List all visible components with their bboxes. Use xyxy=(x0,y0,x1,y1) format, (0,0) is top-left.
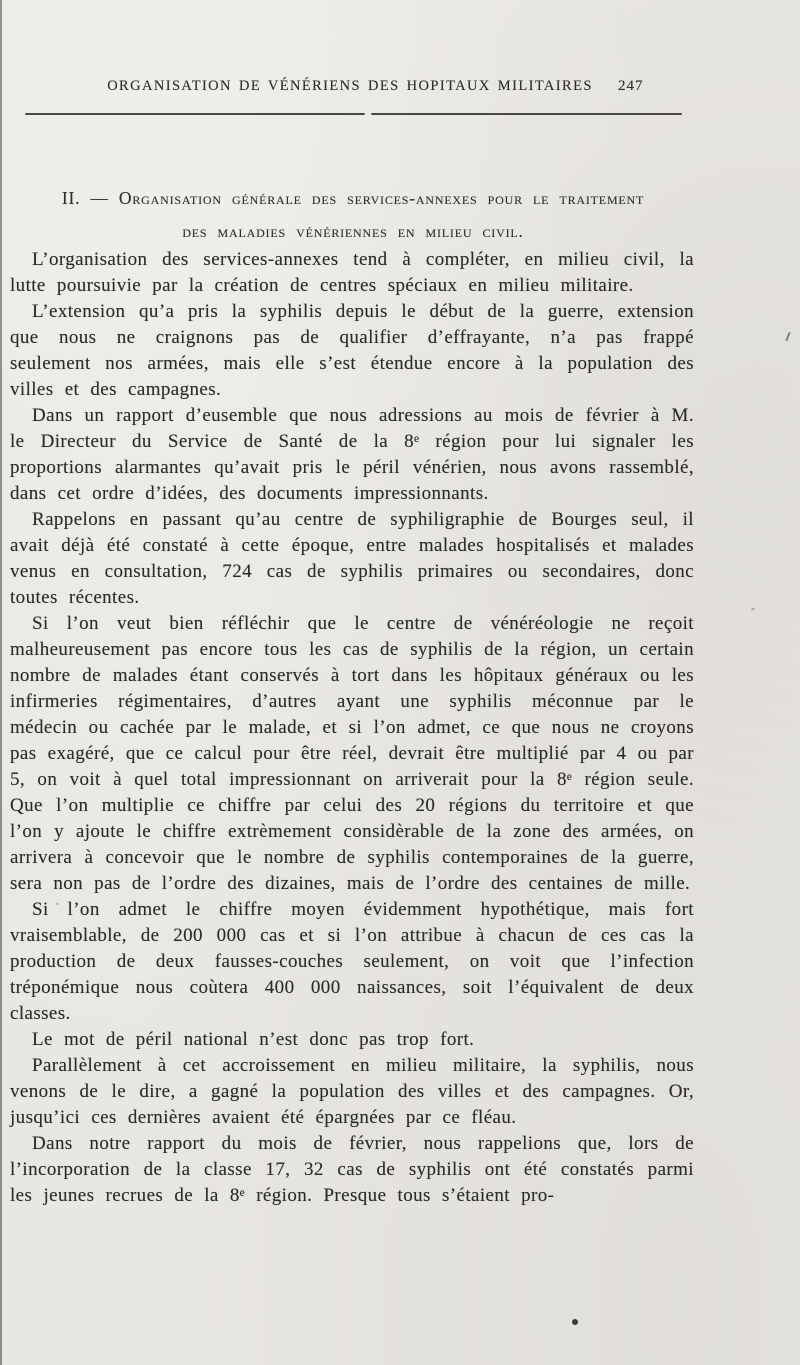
paragraph: Rappelons en passant qu’au centre de syphiligraphie de Bourges seul, il avait déjà été constaté à cette époque, entre malades hospitalisés et malades venus en consultation, 724 cas de syphilis primaires ou secondaires, donc toutes récentes. xyxy=(10,509,694,608)
paper-speck-artifact xyxy=(56,903,59,906)
paragraph: L’organisation des services-annexes tend à compléter, en milieu civil, la lutte poursuivie par la création de centres spéciaux en milieu militaire. xyxy=(10,249,694,296)
page-number: 247 xyxy=(618,78,644,94)
paragraph: Parallèlement à cet accroissement en milieu militaire, la syphilis, nous venons de le dire, a gagné la population des villes et des campagnes. Or, jusqu’ici ces dernières avaient été épargnées par ce fléau. xyxy=(10,1055,694,1128)
section-heading-line2: des maladies vénériennes en milieu civil. xyxy=(182,221,524,241)
running-title: ORGANISATION DE VÉNÉRIENS DES HOPITAUX MILITAIRES xyxy=(107,78,593,94)
scan-edge-artifact xyxy=(0,0,2,1365)
paragraph: L’extension qu’a pris la syphilis depuis le début de la guerre, extension que nous ne craignons pas de qualifier d’effrayante, n’a pas frappé seulement nos armées, mais elle s’est étendue encore à la population des villes et des campagnes. xyxy=(10,301,694,400)
ink-spot-artifact xyxy=(572,1319,578,1325)
paragraph: Si l’on admet le chiffre moyen évidemment hypothétique, mais fort vraisemblable, de 200 000 cas et si l’on attribue à chacun de ces cas la production de deux fausses-couches seulement, on voit que l’infection tréponémique nous coùtera 400 000 naissances, soit l’équivalent de deux classes. xyxy=(10,899,694,1024)
paper-speck-artifact xyxy=(751,607,755,611)
running-header xyxy=(60,78,640,95)
margin-mark-artifact xyxy=(785,332,790,341)
header-rule-left-segment xyxy=(25,113,365,115)
section-heading-line1: II. — Organisation générale des services-annexes pour le traitement xyxy=(61,188,645,208)
body-text xyxy=(10,247,694,1209)
header-rule xyxy=(25,113,682,115)
header-rule-right-segment xyxy=(371,113,682,115)
paragraph: Si l’on veut bien réfléchir que le centre de vénéréologie ne reçoit malheureusement pas encore tous les cas de syphilis de la région, un certain nombre de malades étant conservés à tort dans les hôpitaux généraux ou les infirmeries régimentaires, d’autres ayant une syphilis méconnue par le médecin ou cachée par le malade, et si l’on admet, ce que nous ne croyons pas exagéré, que ce calcul pour être réel, devrait être multiplié par 4 ou par 5, on voit à quel total impressionnant on arriverait pour la 8ᵉ région seule. Que l’on multiplie ce chiffre par celui des 20 régions du territoire et que l’on y ajoute le chiffre extrèmement considèrable de la zone des armées, on arrivera à concevoir que le nombre de syphilis contemporaines de la guerre, sera non pas de l’ordre des dizaines, mais de l’ordre des centaines de mille. xyxy=(10,613,694,894)
paragraph: Le mot de péril national n’est donc pas trop fort. xyxy=(32,1029,475,1050)
paragraph: Dans notre rapport du mois de février, nous rappelions que, lors de l’incorporation de la classe 17, 32 cas de syphilis ont été constatés parmi les jeunes recrues de la 8ᵉ région. Presque tous s’étaient pro- xyxy=(10,1133,694,1206)
section-heading xyxy=(8,182,698,248)
paragraph: Dans un rapport d’eusemble que nous adressions au mois de février à M. le Directeur du Service de Santé de la 8ᵉ région pour lui signaler les proportions alarmantes qu’avait pris le péril vénérien, nous avons rassemblé, dans cet ordre d’idées, des documents impressionnants. xyxy=(10,405,694,504)
